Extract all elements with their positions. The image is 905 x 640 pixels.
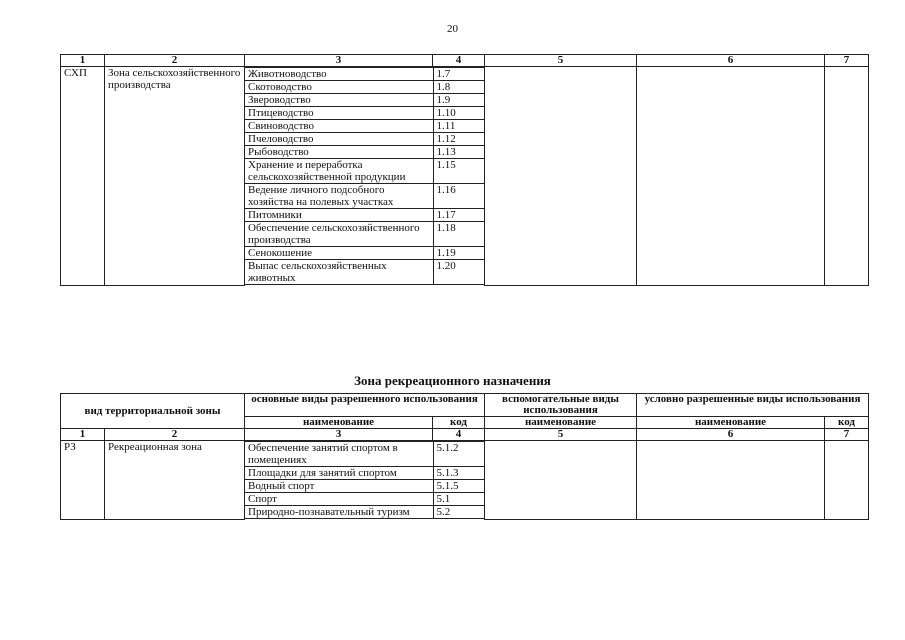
use-name: Питомники bbox=[245, 209, 433, 222]
use-row bbox=[245, 120, 485, 133]
header-cell: 3 bbox=[245, 429, 433, 441]
use-row bbox=[245, 81, 485, 94]
use-row bbox=[245, 107, 485, 120]
use-name: Звероводство bbox=[245, 94, 433, 107]
use-name: Пчеловодство bbox=[245, 133, 433, 146]
header-cell: 2 bbox=[105, 55, 245, 67]
use-row bbox=[245, 209, 485, 222]
use-row bbox=[245, 260, 485, 285]
use-code: 1.16 bbox=[433, 184, 485, 209]
table-row bbox=[61, 67, 869, 286]
col-zone-type: вид территориальной зоны bbox=[61, 394, 245, 429]
use-code: 1.15 bbox=[433, 159, 485, 184]
table-number-row bbox=[61, 429, 869, 441]
use-name: Природно-познавательный туризм bbox=[245, 506, 433, 519]
zone-code: РЗ bbox=[61, 441, 105, 520]
use-row bbox=[245, 247, 485, 260]
conditional-code-cell bbox=[825, 441, 869, 520]
aux-uses-cell bbox=[485, 441, 637, 520]
label-name: наименование bbox=[245, 417, 433, 429]
use-row bbox=[245, 467, 485, 480]
use-name: Животноводство bbox=[245, 68, 433, 81]
label-code: код bbox=[825, 417, 869, 429]
use-row bbox=[245, 493, 485, 506]
col-main-uses: основные виды разрешенного использования bbox=[245, 394, 485, 417]
use-row bbox=[245, 184, 485, 209]
header-cell: 4 bbox=[433, 55, 485, 67]
conditional-uses-cell bbox=[637, 67, 825, 286]
header-cell: 1 bbox=[61, 55, 105, 67]
use-row bbox=[245, 68, 485, 81]
header-cell: 3 bbox=[245, 55, 433, 67]
use-name: Рыбоводство bbox=[245, 146, 433, 159]
use-name: Свиноводство bbox=[245, 120, 433, 133]
use-name: Сенокошение bbox=[245, 247, 433, 260]
use-code: 1.17 bbox=[433, 209, 485, 222]
use-row bbox=[245, 480, 485, 493]
section-title: Зона рекреационного назначения bbox=[354, 373, 551, 388]
table-header-row bbox=[61, 55, 869, 67]
use-code: 1.18 bbox=[433, 222, 485, 247]
uses-list bbox=[245, 67, 485, 285]
use-code: 1.7 bbox=[433, 68, 485, 81]
header-cell: 7 bbox=[825, 55, 869, 67]
conditional-uses-cell bbox=[637, 441, 825, 520]
header-cell: 5 bbox=[485, 55, 637, 67]
use-row bbox=[245, 442, 485, 467]
use-code: 1.11 bbox=[433, 120, 485, 133]
use-code: 5.1.2 bbox=[433, 442, 485, 467]
use-name: Птицеводство bbox=[245, 107, 433, 120]
use-row bbox=[245, 94, 485, 107]
zone-name: Рекреационная зона bbox=[105, 441, 245, 520]
use-row bbox=[245, 506, 485, 519]
use-name: Хранение и переработка сельскохозяйственной продукции bbox=[245, 159, 433, 184]
use-code: 5.2 bbox=[433, 506, 485, 519]
label-code: код bbox=[433, 417, 485, 429]
table-row bbox=[61, 441, 869, 520]
page-number: 20 bbox=[447, 23, 458, 35]
use-code: 5.1.5 bbox=[433, 480, 485, 493]
header-cell: 1 bbox=[61, 429, 105, 441]
use-name: Обеспечение занятий спортом в помещениях bbox=[245, 442, 433, 467]
use-row bbox=[245, 159, 485, 184]
col-aux-uses: вспомогательные виды использования bbox=[485, 394, 637, 417]
header-cell: 2 bbox=[105, 429, 245, 441]
uses-list bbox=[245, 441, 485, 519]
label-name: наименование bbox=[485, 417, 637, 429]
header-cell: 4 bbox=[433, 429, 485, 441]
use-name: Скотоводство bbox=[245, 81, 433, 94]
zone-code: СХП bbox=[61, 67, 105, 286]
use-code: 1.8 bbox=[433, 81, 485, 94]
agricultural-zone-table bbox=[60, 54, 869, 286]
conditional-code-cell bbox=[825, 67, 869, 286]
table-header-row bbox=[61, 394, 869, 417]
use-code: 1.20 bbox=[433, 260, 485, 285]
header-cell: 6 bbox=[637, 55, 825, 67]
use-code: 1.13 bbox=[433, 146, 485, 159]
use-name: Спорт bbox=[245, 493, 433, 506]
use-name: Водный спорт bbox=[245, 480, 433, 493]
header-cell: 6 bbox=[637, 429, 825, 441]
uses-cell bbox=[245, 67, 485, 286]
use-code: 5.1 bbox=[433, 493, 485, 506]
use-name: Обеспечение сельскохозяйственного производства bbox=[245, 222, 433, 247]
use-row bbox=[245, 133, 485, 146]
use-code: 5.1.3 bbox=[433, 467, 485, 480]
uses-cell bbox=[245, 441, 485, 520]
use-row bbox=[245, 146, 485, 159]
recreation-zone-table bbox=[60, 393, 869, 520]
use-name: Площадки для занятий спортом bbox=[245, 467, 433, 480]
use-name: Выпас сельскохозяйственных животных bbox=[245, 260, 433, 285]
use-code: 1.10 bbox=[433, 107, 485, 120]
use-code: 1.19 bbox=[433, 247, 485, 260]
zone-name: Зона сельскохозяйственного производства bbox=[105, 67, 245, 286]
header-cell: 7 bbox=[825, 429, 869, 441]
use-code: 1.12 bbox=[433, 133, 485, 146]
col-conditional-uses: условно разрешенные виды использования bbox=[637, 394, 869, 417]
header-cell: 5 bbox=[485, 429, 637, 441]
use-name: Ведение личного подсобного хозяйства на полевых участках bbox=[245, 184, 433, 209]
label-name: наименование bbox=[637, 417, 825, 429]
aux-uses-cell bbox=[485, 67, 637, 286]
use-code: 1.9 bbox=[433, 94, 485, 107]
use-row bbox=[245, 222, 485, 247]
